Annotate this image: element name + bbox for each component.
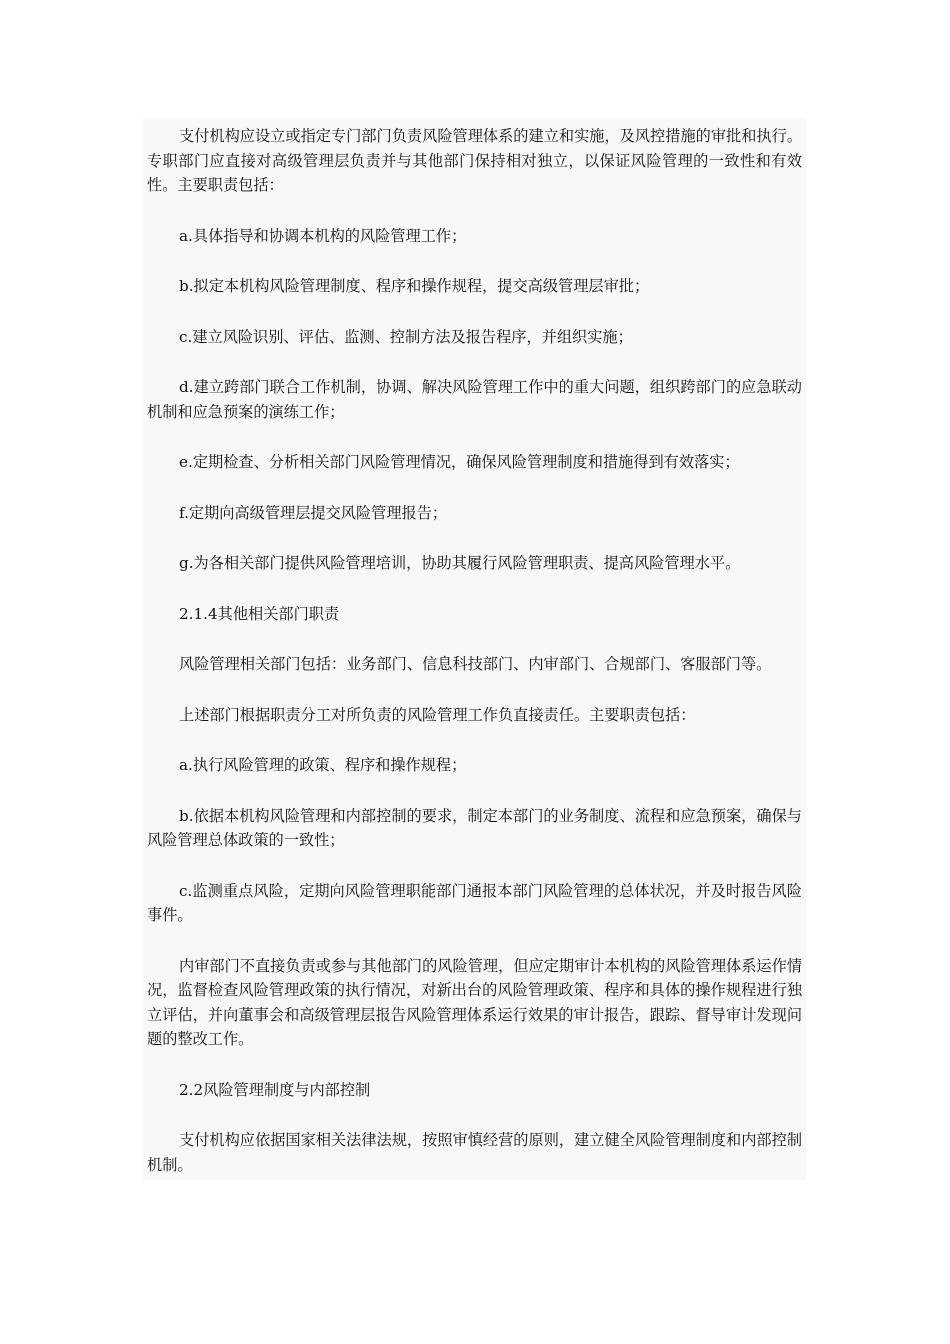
paragraph-internal-audit: 内审部门不直接负责或参与其他部门的风险管理，但应定期审计本机构的风险管理体系运作情况，监督检查风险管理政策的执行情况，对新出台的风险管理政策、程序和具体的操作规程进行独立评估，并向董事会和高级管理层报告风险管理体系运行效果的审计报告，跟踪、督导审计发现问题的整改工作。	[147, 956, 802, 1048]
section-heading-2-2: 2.2风险管理制度与内部控制	[179, 1080, 371, 1099]
paragraph-item-d: d.建立跨部门联合工作机制，协调、解决风险管理工作中的重大问题，组织跨部门的应急联动机制和应急预案的演练工作；	[147, 378, 802, 421]
document-body	[143, 118, 806, 1180]
paragraph-item-a: a.具体指导和协调本机构的风险管理工作；	[179, 226, 467, 245]
paragraph-related-departments: 风险管理相关部门包括：业务部门、信息科技部门、内审部门、合规部门、客服部门等。	[179, 655, 772, 673]
paragraph-system-control: 支付机构应依据国家相关法律法规，按照审慎经营的原则，建立健全风险管理制度和内部控制机制。	[147, 1131, 802, 1174]
paragraph-duty-b: b.依据本机构风险管理和内部控制的要求，制定本部门的业务制度、流程和应急预案，确保与风险管理总体政策的一致性；	[147, 806, 802, 849]
paragraph-item-c: c.建立风险识别、评估、监测、控制方法及报告程序，并组织实施；	[179, 327, 633, 346]
paragraph-duty-c: c.监测重点风险，定期向风险管理职能部门通报本部门风险管理的总体状况，并及时报告风险事件。	[147, 881, 802, 924]
paragraph-department-duties: 上述部门根据职责分工对所负责的风险管理工作负直接责任。主要职责包括：	[179, 705, 696, 724]
section-heading-2-1-4: 2.1.4其他相关部门职责	[179, 604, 340, 623]
paragraph-duty-a: a.执行风险管理的政策、程序和操作规程；	[179, 756, 467, 774]
paragraph-item-e: e.定期检查、分析相关部门风险管理情况，确保风险管理制度和措施得到有效落实；	[179, 453, 740, 471]
paragraph-item-f: f.定期向高级管理层提交风险管理报告；	[179, 503, 448, 522]
paragraph-intro: 支付机构应设立或指定专门部门负责风险管理体系的建立和实施，及风控措施的审批和执行。专职部门应直接对高级管理层负责并与其他部门保持相对独立，以保证风险管理的一致性和有效性。主要职责包括：	[147, 127, 802, 194]
paragraph-item-b: b.拟定本机构风险管理制度、程序和操作规程，提交高级管理层审批；	[179, 277, 650, 295]
paragraph-item-g: g.为各相关部门提供风险管理培训，协助其履行风险管理职责、提高风险管理水平。	[179, 554, 741, 572]
